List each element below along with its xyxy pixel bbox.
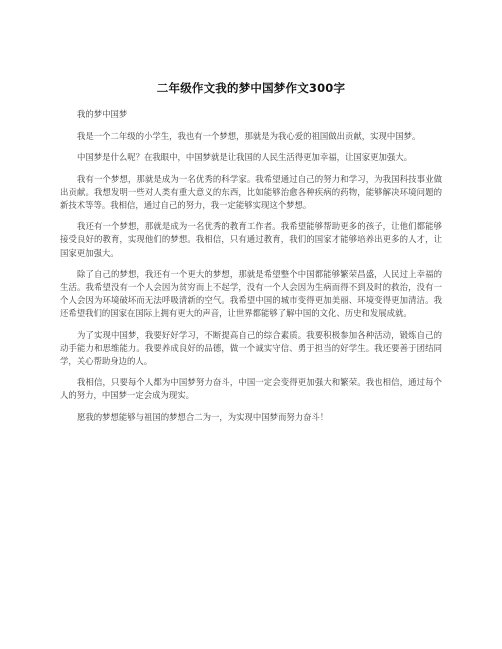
paragraph-study-hard: 为了实现中国梦，我要好好学习，不断提高自己的综合素质。我要积极参加各种活动，锻炼自己的动手能力和思维能力。我要养成良好的品德，做一个诚实守信、勇于担当的好学生。我还要善于团结同学，关心帮助身边的人。 [60,329,442,367]
paragraph-educator-dream: 我还有一个梦想，那就是成为一名优秀的教育工作者。我希望能够帮助更多的孩子，让他们都能够接受良好的教育，实现他们的梦想。我相信，只有通过教育，我们的国家才能够培养出更多的人才，让国家更加强大。 [60,221,442,258]
paragraph-closing: 愿我的梦想能够与祖国的梦想合二为一，为实现中国梦而努力奋斗！ [77,411,329,422]
document-title: 二年级作文我的梦中国梦作文300字 [156,81,346,95]
paragraph-belief: 我相信，只要每个人都为中国梦努力奋斗，中国一定会变得更加强大和繁荣。我也相信，通过每个人的努力，中国梦一定会成为现实。 [60,377,442,401]
paragraph-bigger-dream: 除了自己的梦想，我还有一个更大的梦想，那就是希望整个中国都能够繁荣昌盛，人民过上幸福的生活。我希望没有一个人会因为贫穷而上不起学，没有一个人会因为生病而得不到及时的救治，没有一个人会因为环境破坏而无法呼吸清新的空气。我希望中国的城市变得更加美丽、环境变得更加清洁。我还希望我们的国家在国际上拥有更大的声音，让世界都能够了解中国的文化、历史和发展成就。 [60,268,442,319]
paragraph-scientist-dream: 我有一个梦想，那就是成为一名优秀的科学家。我希望通过自己的努力和学习，为我国科技事业做出贡献。我想发明一些对人类有重大意义的东西，比如能够治愈各种疾病的药物，能够解决环境问题的新技术等等。我相信，通过自己的努力，我一定能够实现这个梦想。 [60,173,442,211]
paragraph-what-is-chinese-dream: 中国梦是什么呢？在我眼中，中国梦就是让我国的人民生活得更加幸福，让国家更加强大。 [77,152,412,163]
paragraph-subtitle: 我的梦中国梦 [77,109,128,119]
paragraph-intro: 我是一个二年级的小学生，我也有一个梦想，那就是为我心爱的祖国做出贡献，实现中国梦。 [77,131,421,142]
